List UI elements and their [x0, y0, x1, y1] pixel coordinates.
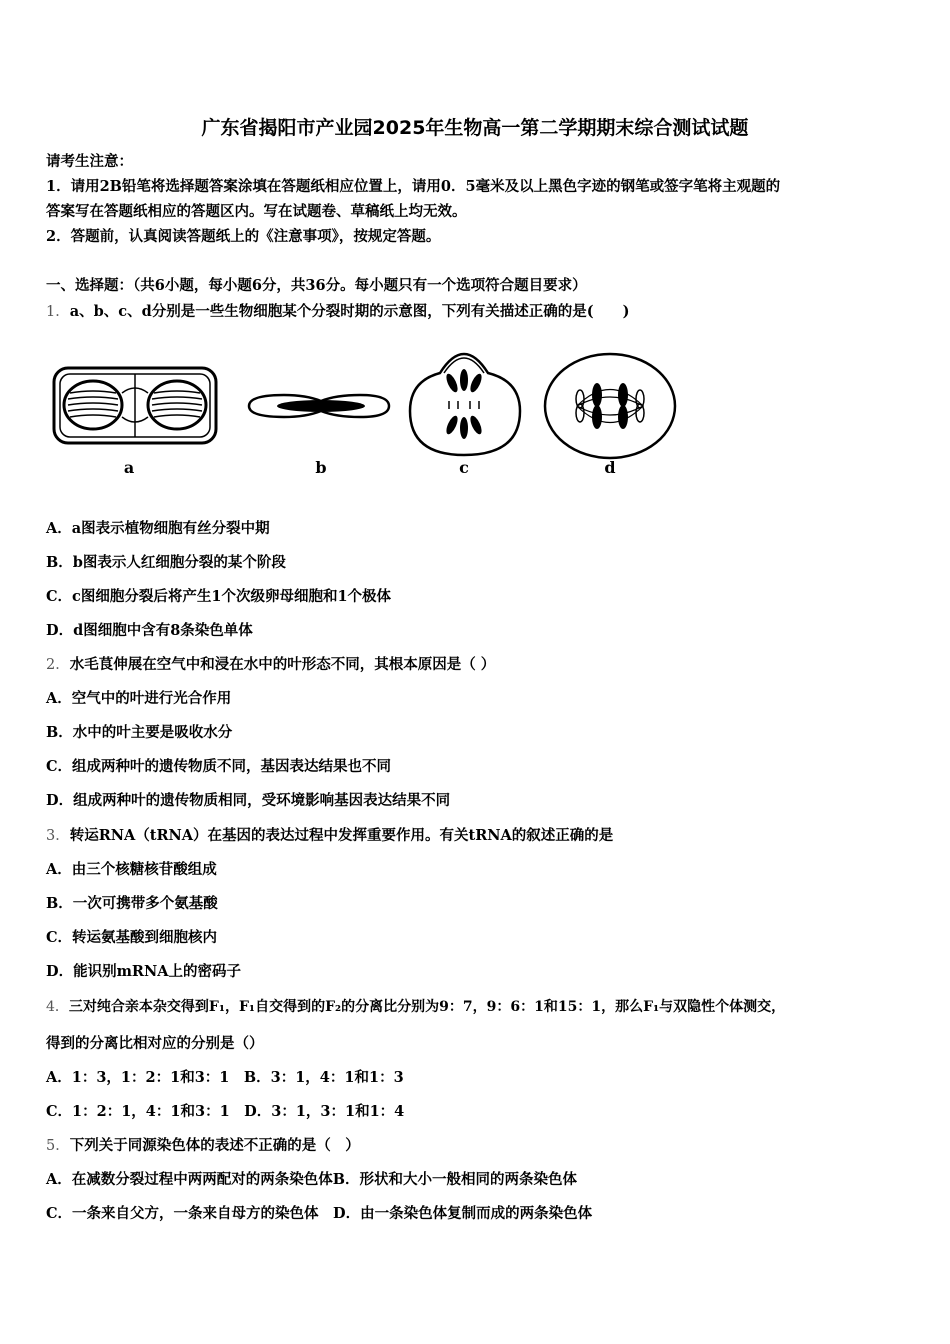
question-3	[46, 826, 613, 846]
section-heading: 一、选择题：（共6小题，每小题6分，共36分。每小题只有一个选项符合题目要求）	[46, 277, 587, 294]
question-2	[46, 655, 495, 675]
question-text: 三对纯合亲本杂交得到F₁，F₁自交得到的F₂的分离比分别为9：7，9：6：1和15：1，那么F₁与双隐性个体测交，	[68, 999, 786, 1015]
notice-line-1a: 1．请用2B铅笔将选择题答案涂填在答题纸相应位置上，请用0．5毫米及以上黑色字迹的钢笔或签字笔将主观题的	[46, 178, 781, 195]
notice-heading: 请考生注意：	[46, 153, 133, 170]
question-number: 2．	[46, 657, 70, 673]
figure-a	[54, 368, 216, 443]
q2-option-b: B．水中的叶主要是吸收水分	[46, 724, 233, 741]
q4-options-cd: C．1：2：1，4：1和3：1 D．3：1，3：1和1：4	[46, 1103, 405, 1120]
q1-option-b: B．b图表示人红细胞分裂的某个阶段	[46, 554, 286, 571]
question-number: 4．	[46, 999, 69, 1015]
q1-option-c: C．c图细胞分裂后将产生1个次级卵母细胞和1个极体	[46, 588, 392, 605]
q5-options-cd: C．一条来自父方，一条来自母方的染色体 D．由一条染色体复制而成的两条染色体	[46, 1205, 593, 1222]
question-4	[46, 997, 785, 1017]
q5-options-ab: A．在减数分裂过程中两两配对的两条染色体B．形状和大小一般相同的两条染色体	[46, 1171, 578, 1188]
q3-option-b: B．一次可携带多个氨基酸	[46, 895, 218, 912]
q3-option-c: C．转运氨基酸到细胞核内	[46, 929, 218, 946]
figure-label-c: c	[459, 458, 469, 477]
page-title: 广东省揭阳市产业园2025年生物高一第二学期期末综合测试试题	[201, 117, 749, 139]
question-number: 5．	[46, 1138, 70, 1154]
question-text: a、b、c、d分别是一些生物细胞某个分裂时期的示意图，下列有关描述正确的是( )	[69, 303, 630, 320]
figure-c	[410, 354, 520, 455]
question-text: 转运RNA（tRNA）在基因的表达过程中发挥重要作用。有关tRNA的叙述正确的是	[69, 827, 614, 844]
figure-label-b: b	[315, 458, 327, 477]
q3-option-d: D．能识别mRNA上的密码子	[46, 963, 241, 980]
figure-d	[545, 354, 675, 458]
figure-label-a: a	[123, 458, 135, 477]
cell-division-figure	[44, 333, 684, 493]
question-number: 1．	[46, 304, 70, 320]
question-5	[46, 1136, 360, 1156]
q4-options-ab: A．1：3，1：2：1和3：1 B．3：1，4：1和1：3	[46, 1069, 404, 1086]
notice-line-1b: 答案写在答题纸相应的答题区内。写在试题卷、草稿纸上均无效。	[46, 203, 467, 220]
question-1	[46, 302, 629, 322]
q2-option-c: C．组成两种叶的遗传物质不同，基因表达结果也不同	[46, 758, 392, 775]
question-number: 3．	[46, 828, 70, 844]
figure-label-d: d	[604, 458, 616, 477]
question-4-continued: 得到的分离比相对应的分别是（）	[46, 1035, 264, 1052]
figure-b	[249, 395, 389, 417]
q2-option-a: A．空气中的叶进行光合作用	[46, 690, 232, 707]
q1-option-a: A．a图表示植物细胞有丝分裂中期	[46, 520, 270, 537]
notice-line-2: 2．答题前，认真阅读答题纸上的《注意事项》，按规定答题。	[46, 228, 441, 245]
q3-option-a: A．由三个核糖核苷酸组成	[46, 861, 217, 878]
question-text: 下列关于同源染色体的表述不正确的是（ ）	[69, 1137, 360, 1154]
q1-option-d: D．d图细胞中含有8条染色单体	[46, 622, 253, 639]
question-text: 水毛茛伸展在空气中和浸在水中的叶形态不同，其根本原因是（ ）	[69, 656, 496, 673]
q2-option-d: D．组成两种叶的遗传物质相同，受环境影响基因表达结果不同	[46, 792, 451, 809]
